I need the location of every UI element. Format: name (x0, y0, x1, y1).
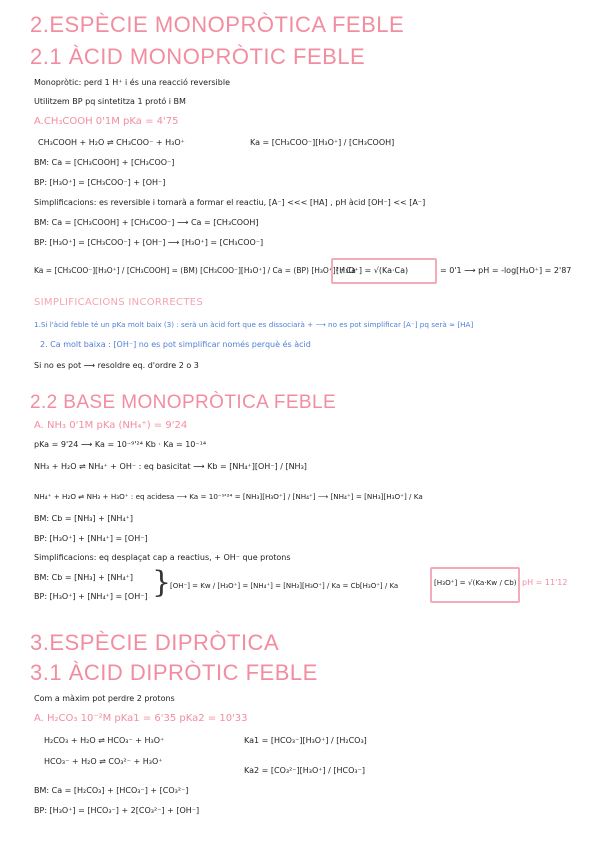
heading-weak-monoprotic-base: 2.2 BASE MONOPRÒTICA FEBLE (30, 392, 337, 413)
diprotic-reaction-2: HCO₃⁻ + H₂O ⇌ CO₃²⁻ + H₃O⁺ (44, 757, 163, 766)
heading-weak-diprotic-acid: 3.1 ÀCID DIPRÒTIC FEBLE (30, 660, 318, 685)
base-boxed-formula: [H₃O⁺] = √(Ka·Kw / Cb) (434, 578, 517, 587)
acid-ka-definition: Ka = [CH₃COO⁻][H₃O⁺] / [CH₃COOH] (250, 138, 395, 147)
base-mass-balance: BM: Cb = [NH₃] + [NH₄⁺] (34, 514, 133, 523)
acid-reaction: CH₃COOH + H₂O ⇌ CH₃COO⁻ + H₃O⁺ (38, 138, 185, 147)
incorrect-simplification-2: 2. Ca molt baixa : [OH⁻] no es pot simplificar només perquè és àcid (40, 340, 311, 349)
acid-proton-balance: BP: [H₃O⁺] = [CH₃COO⁻] + [OH⁻] (34, 178, 166, 187)
diprotic-example-title: A. H₂CO₃ 10⁻²M pKa1 = 6'35 pKa2 = 10'33 (34, 713, 248, 724)
incorrect-simplification-3: Si no es pot ⟶ resoldre eq. d'ordre 2 o 3 (34, 361, 199, 370)
acid-mass-balance-simplified: BM: Ca = [CH₃COOH] + [CH₃COO⁻] ⟶ Ca = [CH₃COOH] (34, 218, 259, 227)
acid-boxed-formula: [H₃O⁺] = √(Ka·Ca) (336, 266, 409, 275)
base-proton-balance: BP: [H₃O⁺] + [NH₄⁺] = [OH⁻] (34, 534, 148, 543)
base-line-1: pKa = 9'24 ⟶ Ka = 10⁻⁹'²⁴ Kb · Ka = 10⁻¹⁴ (34, 440, 207, 449)
diprotic-intro: Com a màxim pot perdre 2 protons (34, 694, 175, 703)
heading-diprotic-species: 3.ESPÈCIE DIPRÒTICA (30, 630, 280, 655)
acid-proton-balance-simplified: BP: [H₃O⁺] = [CH₃COO⁻] + [OH⁻] ⟶ [H₃O⁺] = [CH₃COO⁻] (34, 238, 264, 247)
base-simplifications: Simplificacions: eq desplaçat cap a reactius, + OH⁻ que protons (34, 553, 291, 562)
base-line-3: NH₄⁺ + H₂O ⇌ NH₃ + H₃O⁺ : eq acidesa ⟶ Ka = 10⁻⁹'²⁴ = [NH₃][H₃O⁺] / [NH₄⁺] ⟶ [NH₄⁺] = [NH₃][H₃O⁺] / Ka (34, 492, 423, 501)
acid-mass-balance: BM: Ca = [CH₃COOH] + [CH₃COO⁻] (34, 158, 175, 167)
base-example-title: A. NH₃ 0'1M pKa (NH₄⁺) = 9'24 (34, 420, 188, 431)
heading-monoprotic-species: 2.ESPÈCIE MONOPRÒTICA FEBLE (30, 12, 405, 37)
diprotic-ka2: Ka2 = [CO₃²⁻][H₃O⁺] / [HCO₃⁻] (244, 766, 365, 775)
acid-example-title: A.CH₃COOH 0'1M pKa = 4'75 (34, 116, 179, 127)
base-brace: } (152, 565, 172, 600)
diprotic-ka1: Ka1 = [HCO₃⁻][H₃O⁺] / [H₂CO₃] (244, 736, 367, 745)
incorrect-simplifications-title: SIMPLIFICACIONS INCORRECTES (34, 297, 203, 308)
base-mass-balance-simplified: BM: Cb = [NH₃] + [NH₄⁺] (34, 573, 133, 582)
acid-simplifications: Simplificacions: es reversible i tornarà a formar el reactiu, [A⁻] <<< [HA] , pH àcid [OH⁻] << [A⁻] (34, 198, 426, 207)
acid-intro-1: Monopròtic: perd 1 H⁺ i és una reacció reversible (34, 78, 230, 87)
base-proton-balance-simplified: BP: [H₃O⁺] + [NH₄⁺] = [OH⁻] (34, 592, 148, 601)
incorrect-simplification-1: 1.Si l'àcid feble té un pKa molt baix (3) : serà un àcid fort que es dissociarà + ⟶ no es pot simplificar [A⁻] pq serà ≈ [HA] (34, 320, 474, 329)
acid-ka-chain: Ka = [CH₃COO⁻][H₃O⁺] / [CH₃COOH] = (BM) [CH₃COO⁻][H₃O⁺] / Ca = (BP) [H₃O⁺]² / Ca (34, 266, 356, 275)
diprotic-reaction-1: H₂CO₃ + H₂O ⇌ HCO₃⁻ + H₃O⁺ (44, 736, 165, 745)
acid-ph-answer: = 0'1 ⟶ pH = -log[H₃O⁺] = 2'87 (440, 266, 572, 275)
diprotic-mass-balance: BM: Ca = [H₂CO₃] + [HCO₃⁻] + [CO₃²⁻] (34, 786, 189, 795)
base-ph-answer: pH = 11'12 (522, 578, 568, 587)
diprotic-proton-balance: BP: [H₃O⁺] = [HCO₃⁻] + 2[CO₃²⁻] + [OH⁻] (34, 806, 200, 815)
heading-weak-monoprotic-acid: 2.1 ÀCID MONOPRÒTIC FEBLE (30, 44, 366, 69)
acid-intro-2: Utilitzem BP pq sintetitza 1 protó i BM (34, 97, 186, 106)
base-oh-chain: [OH⁻] = Kw / [H₃O⁺] = [NH₄⁺] = [NH₃][H₃O⁺] / Ka = Cb[H₃O⁺] / Ka (170, 582, 399, 590)
base-line-2: NH₃ + H₂O ⇌ NH₄⁺ + OH⁻ : eq basicitat ⟶ Kb = [NH₄⁺][OH⁻] / [NH₃] (34, 462, 307, 471)
